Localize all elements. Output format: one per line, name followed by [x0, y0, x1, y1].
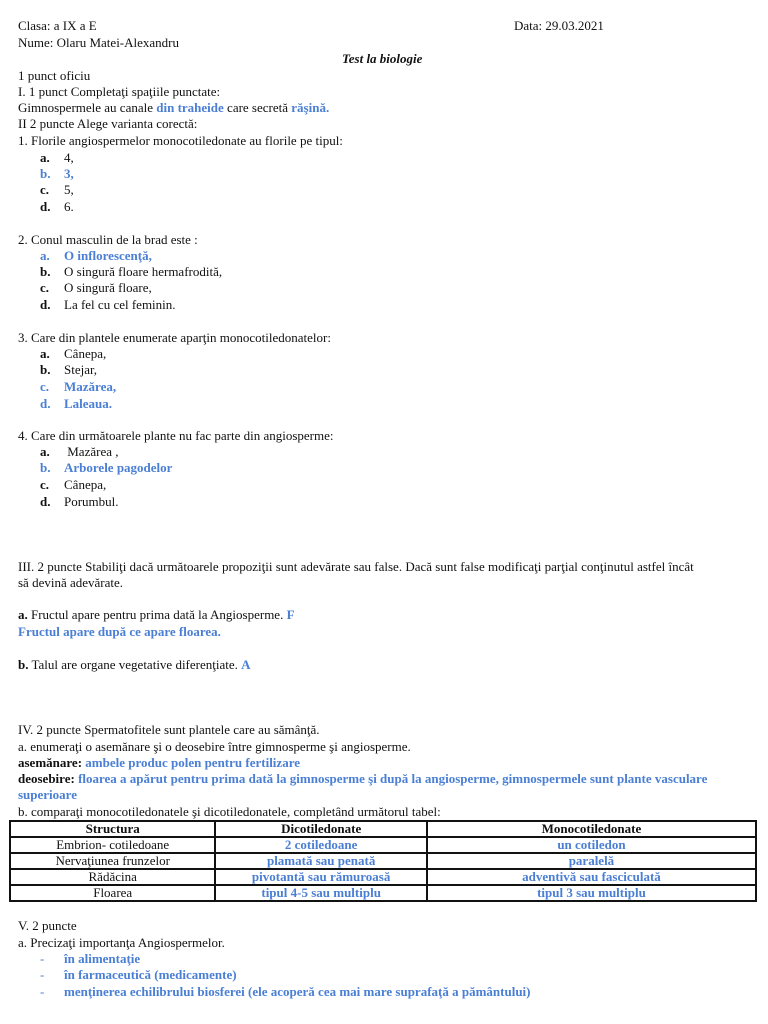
dash-bullet: -: [40, 967, 45, 982]
dash-bullet: -: [40, 984, 45, 999]
table-cell-dicot: plamată sau penată: [215, 853, 426, 869]
section-3-heading-1: III. 2 puncte Stabiliţi dacă următoarele propoziţii sunt adevărate sau false. Dacă sunt false modificaţi parţial conţinutul astfel încât: [18, 559, 694, 574]
s1-answer-a: din traheide: [156, 100, 224, 115]
section-3-heading-2: să devină adevărate.: [18, 575, 124, 590]
table-cell-monocot: adventivă sau fasciculată: [427, 869, 756, 885]
table-cell-structure: Floarea: [10, 885, 215, 901]
table-header-structure: Structura: [10, 821, 215, 837]
s3-a-text: Fructul apare pentru prima dată la Angiosperme.: [27, 607, 287, 622]
table-cell-dicot: pivotantă sau rămuroasă: [215, 869, 426, 885]
oficiu-line: 1 punct oficiu: [18, 68, 91, 83]
q4-option-a: a. Mazărea ,: [40, 444, 119, 459]
similarity-text: ambele produc polen pentru fertilizare: [82, 755, 300, 770]
difference-text-1: floarea a apărut pentru prima dată la gimnosperme şi după la angiosperme, gimnospermele sunt plante vasculare: [74, 771, 708, 786]
q2-option-d: d. La fel cu cel feminin.: [40, 297, 176, 312]
list-item: - în farmaceutică (medicamente): [40, 967, 237, 982]
name-line: Nume: Olaru Matei-Alexandru: [18, 35, 180, 50]
table-cell-monocot: tipul 3 sau multiplu: [427, 885, 756, 901]
s3-a-answer: F: [286, 607, 295, 622]
q4-text: 4. Care din următoarele plante nu fac parte din angiosperme:: [18, 428, 334, 443]
s1-text-b: care secretă: [223, 100, 292, 115]
comparison-table: [9, 820, 757, 902]
date-line: Data: 29.03.2021: [514, 18, 604, 33]
s3-a-label: a.: [18, 607, 28, 622]
similarity-label: asemănare:: [18, 755, 83, 770]
table-row: [10, 885, 756, 901]
table-cell-monocot: un cotiledon: [427, 837, 756, 853]
q3-text: 3. Care din plantele enumerate aparţin monocotiledonatelor:: [18, 330, 331, 345]
s3-b-text: Talul are organe vegetative diferenţiate.: [28, 657, 242, 672]
table-row: [10, 837, 756, 853]
q2-option-c: c. O singură floare,: [40, 280, 152, 295]
s4-similarity: [18, 755, 300, 771]
q1-option-d: d. 6.: [40, 199, 74, 214]
list-item: - în alimentaţie: [40, 951, 141, 966]
q3-option-a: a. Cânepa,: [40, 346, 107, 361]
q4-option-d: d. Porumbul.: [40, 494, 119, 509]
s4-task-b: b. comparaţi monocotiledonatele şi dicotiledonatele, completând următorul tabel:: [18, 804, 441, 819]
table-cell-structure: Rădăcina: [10, 869, 215, 885]
table-cell-monocot: paralelă: [427, 853, 756, 869]
q4-option-b: b. Arborele pagodelor: [40, 460, 173, 475]
table-cell-structure: Nervaţiunea frunzelor: [10, 853, 215, 869]
table-cell-dicot: 2 cotiledoane: [215, 837, 426, 853]
section-1-sentence: [18, 100, 329, 116]
q2-option-b: b. O singură floare hermafrodită,: [40, 264, 223, 279]
q1-option-b: b. 3,: [40, 166, 74, 181]
section-2-heading: II 2 puncte Alege varianta corectă:: [18, 116, 198, 131]
q1-option-a: a. 4,: [40, 150, 74, 165]
s3-statement-b: [18, 657, 251, 673]
s1-text-a: Gimnospermele au canale: [18, 100, 157, 115]
section-4-heading: IV. 2 puncte Spermatofitele sunt plantele care au sămânţă.: [18, 722, 320, 737]
s4-difference: [18, 771, 707, 787]
q1-text: 1. Florile angiospermelor monocotiledonate au florile pe tipul:: [18, 133, 343, 148]
section-5-heading: V. 2 puncte: [18, 918, 77, 933]
table-row: [10, 869, 756, 885]
s4-task-a: a. enumeraţi o asemănare şi o deosebire între gimnosperme şi angiosperme.: [18, 739, 411, 754]
q3-option-b: b. Stejar,: [40, 362, 98, 377]
difference-label: deosebire:: [18, 771, 75, 786]
table-cell-structure: Embrion- cotiledoane: [10, 837, 215, 853]
q4-option-c: c. Cânepa,: [40, 477, 107, 492]
page-title: Test la biologie: [342, 51, 423, 66]
dash-bullet: -: [40, 951, 45, 966]
q2-text: 2. Conul masculin de la brad este :: [18, 232, 198, 247]
s3-a-correction: Fructul apare după ce apare floarea.: [18, 624, 221, 639]
q3-option-d: d. Laleaua.: [40, 396, 113, 411]
s5-task-a: a. Precizaţi importanţa Angiospermelor.: [18, 935, 225, 950]
difference-text-2: superioare: [18, 787, 77, 802]
class-line: Clasa: a IX a E: [18, 18, 97, 33]
section-1-heading: I. 1 punct Completaţi spaţiile punctate:: [18, 84, 221, 99]
s1-answer-b: răşină.: [291, 100, 330, 115]
s3-b-label: b.: [18, 657, 29, 672]
q2-option-a: a. O inflorescenţă,: [40, 248, 152, 263]
table-header-monocot: Monocotiledonate: [427, 821, 756, 837]
table-row: [10, 853, 756, 869]
table-header-dicot: Dicotiledonate: [215, 821, 426, 837]
table-header-row: [10, 821, 756, 837]
list-item: - menţinerea echilibrului biosferei (ele acoperă cea mai mare suprafaţă a pământului): [40, 984, 531, 999]
s3-statement-a: [18, 607, 295, 623]
q3-option-c: c. Mazărea,: [40, 379, 117, 394]
s3-b-answer: A: [241, 657, 251, 672]
table-cell-dicot: tipul 4-5 sau multiplu: [215, 885, 426, 901]
q1-option-c: c. 5,: [40, 182, 74, 197]
